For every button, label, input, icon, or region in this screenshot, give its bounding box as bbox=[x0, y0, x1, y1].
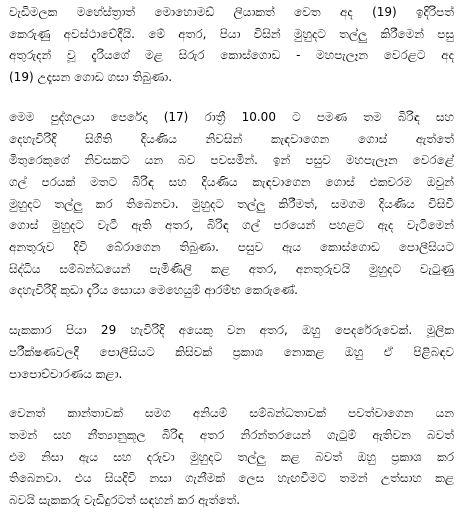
paragraph-line: මෙම පුද්ගලයා පෙරේදා (17) රාත්‍රී 10.00 ට පමණ තම බිරිඳ සහ bbox=[9, 109, 454, 124]
paragraph-line: තිබෙනවා. එය සියදිවි නසා ගැනීමක් ලෙස හැඟවීමට තමන් උත්සාහ කළ bbox=[9, 471, 454, 486]
paragraph-line: එම නිසා ඇය සහ දරුවා මුහුදට තල්ලු කළ බවත් ඔහු ප්‍රකාශ කර bbox=[9, 449, 454, 464]
paragraph-line: පරීක්ෂණවලදී පොලීසියට කිසිවක් ප්‍රකාශ නොකළ ඔහු ඒ පිළිබඳව bbox=[9, 344, 454, 359]
paragraph-line: වෙනත් කාන්තාවක් සමග අනියම් සම්බන්ධතාවක් පවත්වාගෙන යන bbox=[9, 406, 454, 421]
paragraph-line: සිද්ධිය සම්බන්ධයෙන් පැමිණිලි කළ අතර, අනතුරුවයි මුහුදට වැටුණු bbox=[9, 261, 454, 276]
paragraph-line: මිතුරෙකුගේ නිවසකට යන බව පවසමින්. ඉන් පසුව මහපැලෑන වෙරළේ bbox=[9, 153, 454, 168]
paragraph-line: බවයි සැකකරු වැඩිදුරටත් සඳහන් කර ඇත්තේ. bbox=[9, 493, 241, 508]
paragraph-line: අනතුරුව දිවි බේරාගෙන තිබුණා. පසුව ඇය කොස්ගොඩ පොලීසියට bbox=[9, 240, 454, 255]
paragraph-2 bbox=[9, 107, 454, 302]
paragraph-line: පාපොච්චාරණය කළා. bbox=[9, 366, 123, 381]
paragraph-line: සැකකාර පියා 29 හැවිරිදි අයෙකු වන අතර, ඔහු පෙදරේරුවෙක්. මූලික bbox=[9, 323, 454, 338]
paragraph-line: ගල් පරයක් මතට බිරිඳ සහ දියණිය කැඳවාගෙන ගොස් එකවරම ඔවුන් bbox=[9, 174, 454, 189]
paragraph-line: වැඩිමලක මහේස්ත්‍රාත් මොහොමඩ් ලියාකත් වෙත අද (19) ඉදිරිපත් bbox=[9, 5, 454, 19]
paragraph-line: අතුරුදන් වූ දැරියගේ මළ සිරුර කොස්ගොඩ - මහපැලෑන වෙරළට අද bbox=[9, 48, 454, 63]
paragraph-line: තමන් සහ නීත්‍යානුකූල බිරිඳ අතර නිරන්තරයෙන් ගැටුම් ඇතිවන බවත් bbox=[9, 427, 454, 442]
paragraph-3 bbox=[9, 320, 454, 385]
paragraph-line: දෙහැවිරිදි කුඩා දැරිය සොයා මෙහෙයුම් ආරම්භ කෙරුණේ. bbox=[9, 283, 298, 298]
paragraph-line: ගොස් මුහුදට වැටී ඇති අතර, බිරිඳ ගල් පරයෙන් පහළට ඇද වැටීමෙන් bbox=[9, 218, 454, 233]
paragraph-line: දෙහැවිරිදි සිගිති දියණිය නිවසින් කැඳවාගෙන ගොස් ඇත්තේ bbox=[9, 131, 454, 146]
paragraph-line: (19) උදෑසන ගොඩ ගසා තිබුණා. bbox=[9, 70, 173, 85]
paragraph-line: කෙරුණු අවස්ථාවේදීයි. මේ අතර, පියා විසින් මුහුදට තල්ලු කිරීමෙන් පසු bbox=[9, 26, 454, 41]
paragraph-4 bbox=[9, 403, 454, 512]
paragraph-1 bbox=[9, 2, 454, 89]
paragraph-line: මුහුදට තල්ලු කර තිබෙනවා. මුහුදට තල්ලු කිරීමත්, සමගම දියණිය විසිවී bbox=[9, 196, 454, 211]
